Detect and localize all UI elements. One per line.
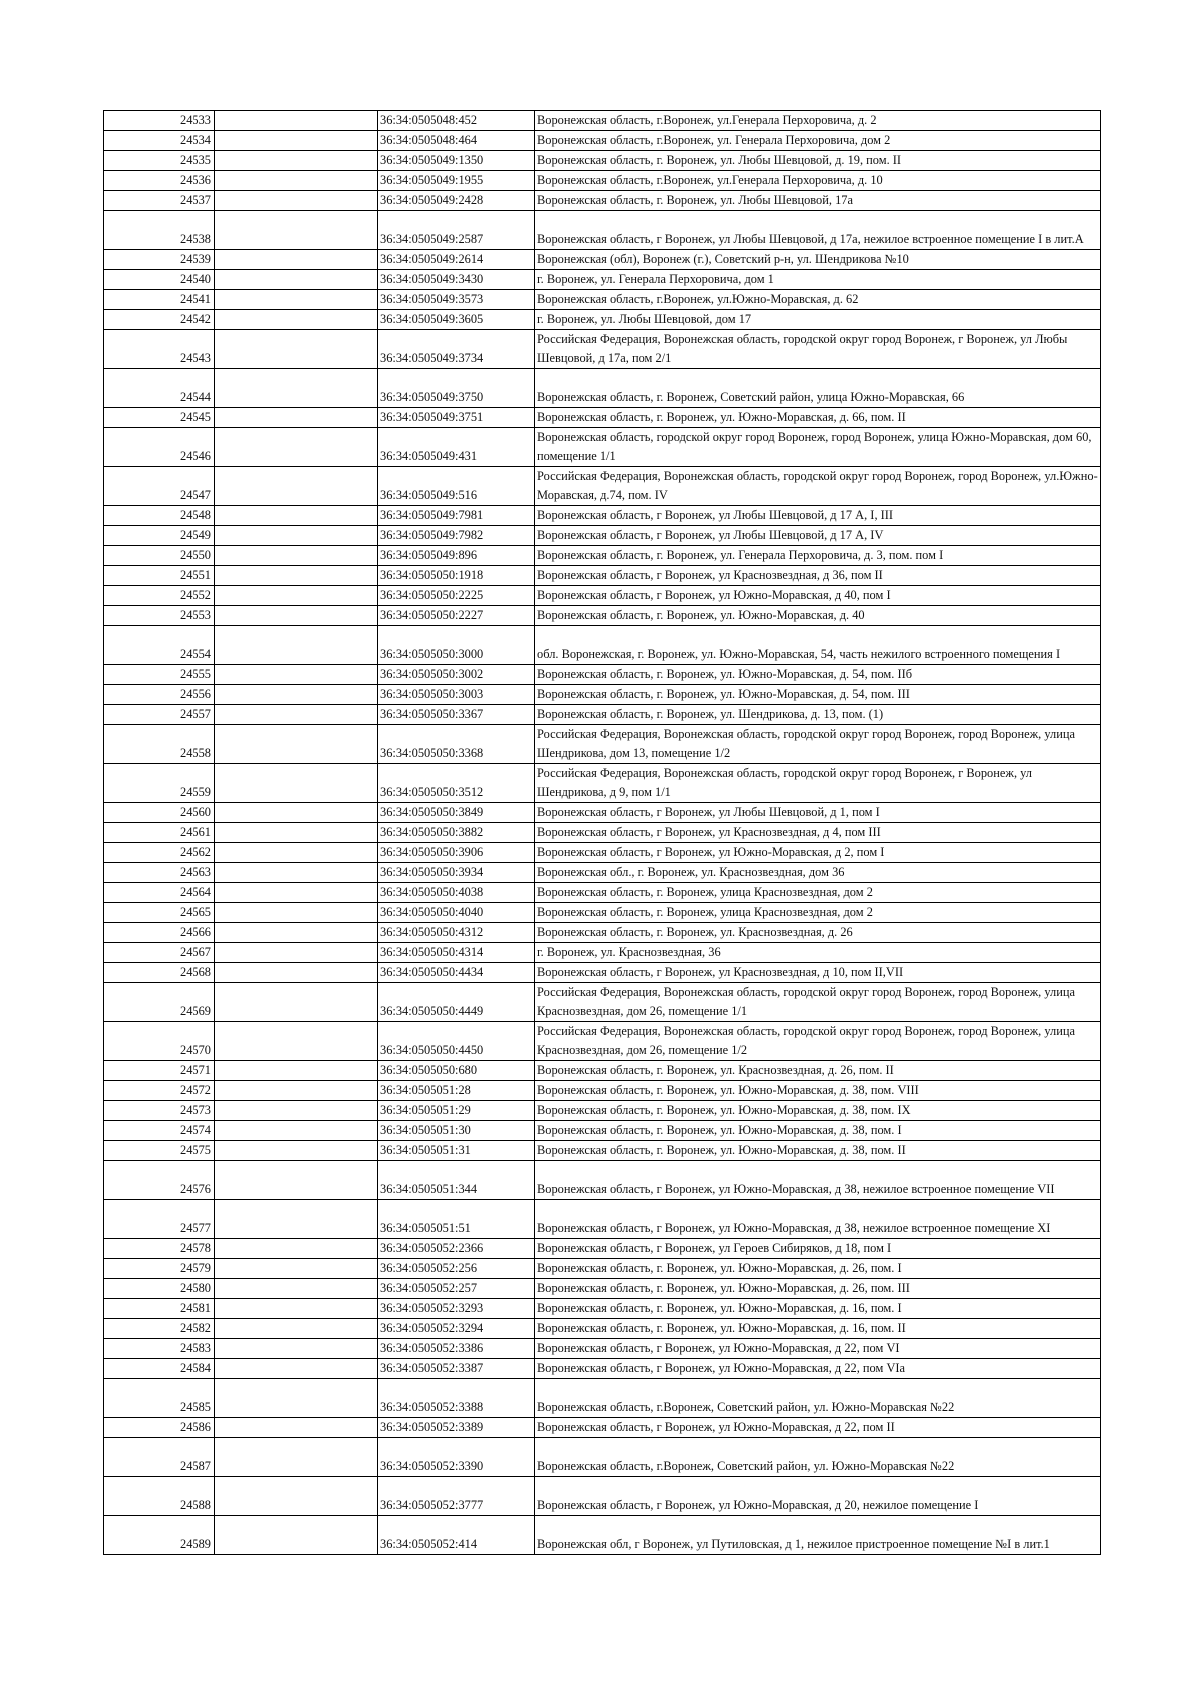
row-number-cell: 24579 xyxy=(104,1259,215,1279)
address-cell: Российская Федерация, Воронежская область, городской округ город Воронеж, город Воронеж, улица Шендрикова, дом 13, помещение 1/2 xyxy=(535,725,1101,764)
row-number-cell: 24560 xyxy=(104,803,215,823)
table-row xyxy=(104,546,1101,566)
address-cell: Воронежская область, г.Воронеж, Советский район, ул. Южно-Моравская №22 xyxy=(535,1438,1101,1477)
row-number-cell: 24566 xyxy=(104,923,215,943)
cadastral-number-cell: 36:34:0505049:2428 xyxy=(378,191,535,211)
address-cell: Воронежская область, г. Воронеж, ул. Любы Шевцовой, д. 19, пом. II xyxy=(535,151,1101,171)
cadastral-number-cell: 36:34:0505049:1350 xyxy=(378,151,535,171)
table-row xyxy=(104,963,1101,983)
row-number-cell: 24575 xyxy=(104,1141,215,1161)
cadastral-number-cell: 36:34:0505049:1955 xyxy=(378,171,535,191)
row-number-cell: 24571 xyxy=(104,1061,215,1081)
empty-cell xyxy=(215,705,378,725)
table-row xyxy=(104,1516,1101,1555)
table-row xyxy=(104,1279,1101,1299)
table-row xyxy=(104,369,1101,408)
empty-cell xyxy=(215,1121,378,1141)
empty-cell xyxy=(215,506,378,526)
row-number-cell: 24538 xyxy=(104,211,215,250)
empty-cell xyxy=(215,983,378,1022)
row-number-cell: 24574 xyxy=(104,1121,215,1141)
empty-cell xyxy=(215,963,378,983)
empty-cell xyxy=(215,290,378,310)
row-number-cell: 24572 xyxy=(104,1081,215,1101)
row-number-cell: 24543 xyxy=(104,330,215,369)
table-row xyxy=(104,151,1101,171)
table-row xyxy=(104,586,1101,606)
address-cell: Воронежская область, г.Воронеж, ул.Генерала Перхоровича, д. 10 xyxy=(535,171,1101,191)
table-row xyxy=(104,1379,1101,1418)
table-row xyxy=(104,1081,1101,1101)
row-number-cell: 24568 xyxy=(104,963,215,983)
table-row xyxy=(104,1101,1101,1121)
address-cell: Воронежская область, г. Воронеж, ул. Южно-Моравская, д. 54, пом. III xyxy=(535,685,1101,705)
cadastral-number-cell: 36:34:0505050:4314 xyxy=(378,943,535,963)
cadastral-number-cell: 36:34:0505050:4312 xyxy=(378,923,535,943)
table-row xyxy=(104,606,1101,626)
cadastral-number-cell: 36:34:0505052:3386 xyxy=(378,1339,535,1359)
table-row xyxy=(104,191,1101,211)
empty-cell xyxy=(215,943,378,963)
empty-cell xyxy=(215,1101,378,1121)
empty-cell xyxy=(215,1061,378,1081)
address-cell: Воронежская область, г.Воронеж, ул.Генерала Перхоровича, д. 2 xyxy=(535,111,1101,131)
table-row xyxy=(104,1438,1101,1477)
row-number-cell: 24559 xyxy=(104,764,215,803)
empty-cell xyxy=(215,606,378,626)
address-cell: Воронежская область, г. Воронеж, ул. Южно-Моравская, д. 54, пом. IIб xyxy=(535,665,1101,685)
table-row xyxy=(104,1022,1101,1061)
row-number-cell: 24583 xyxy=(104,1339,215,1359)
row-number-cell: 24537 xyxy=(104,191,215,211)
address-cell: Воронежская область, г Воронеж, ул Южно-Моравская, д 2, пом I xyxy=(535,843,1101,863)
address-cell: Воронежская область, г Воронеж, ул Южно-Моравская, д 22, пом II xyxy=(535,1418,1101,1438)
table-row xyxy=(104,903,1101,923)
row-number-cell: 24581 xyxy=(104,1299,215,1319)
row-number-cell: 24569 xyxy=(104,983,215,1022)
cadastral-number-cell: 36:34:0505049:516 xyxy=(378,467,535,506)
cadastral-number-cell: 36:34:0505049:3751 xyxy=(378,408,535,428)
empty-cell xyxy=(215,863,378,883)
empty-cell xyxy=(215,923,378,943)
empty-cell xyxy=(215,725,378,764)
empty-cell xyxy=(215,270,378,290)
table-row xyxy=(104,1418,1101,1438)
address-cell: Воронежская область, г Воронеж, ул Краснозвездная, д 10, пом II,VII xyxy=(535,963,1101,983)
empty-cell xyxy=(215,191,378,211)
empty-cell xyxy=(215,1279,378,1299)
table-row xyxy=(104,843,1101,863)
table-row xyxy=(104,823,1101,843)
empty-cell xyxy=(215,111,378,131)
address-cell: Воронежская область, г. Воронеж, ул. Краснозвездная, д. 26 xyxy=(535,923,1101,943)
address-cell: обл. Воронежская, г. Воронеж, ул. Южно-Моравская, 54, часть нежилого встроенного помещения I xyxy=(535,626,1101,665)
address-cell: Воронежская область, г. Воронеж, ул. Южно-Моравская, д. 66, пом. II xyxy=(535,408,1101,428)
row-number-cell: 24546 xyxy=(104,428,215,467)
table-row xyxy=(104,685,1101,705)
address-cell: г. Воронеж, ул. Любы Шевцовой, дом 17 xyxy=(535,310,1101,330)
row-number-cell: 24553 xyxy=(104,606,215,626)
address-cell: Воронежская область, г. Воронеж, ул. Южно-Моравская, д. 38, пом. VIII xyxy=(535,1081,1101,1101)
cadastral-number-cell: 36:34:0505049:431 xyxy=(378,428,535,467)
table-row xyxy=(104,665,1101,685)
address-cell: Воронежская область, г. Воронеж, ул. Южно-Моравская, д. 16, пом. I xyxy=(535,1299,1101,1319)
row-number-cell: 24584 xyxy=(104,1359,215,1379)
empty-cell xyxy=(215,1339,378,1359)
address-cell: Воронежская (обл), Воронеж (г.), Советский р-н, ул. Шендрикова №10 xyxy=(535,250,1101,270)
cadastral-number-cell: 36:34:0505049:2614 xyxy=(378,250,535,270)
cadastral-number-cell: 36:34:0505049:3430 xyxy=(378,270,535,290)
empty-cell xyxy=(215,685,378,705)
cadastral-number-cell: 36:34:0505052:3777 xyxy=(378,1477,535,1516)
cadastral-number-cell: 36:34:0505050:1918 xyxy=(378,566,535,586)
empty-cell xyxy=(215,903,378,923)
cadastral-number-cell: 36:34:0505050:4449 xyxy=(378,983,535,1022)
address-cell: Воронежская область, г. Воронеж, ул. Южно-Моравская, д. 38, пом. I xyxy=(535,1121,1101,1141)
cadastral-number-cell: 36:34:0505052:3388 xyxy=(378,1379,535,1418)
cadastral-number-cell: 36:34:0505052:2366 xyxy=(378,1239,535,1259)
address-cell: Воронежская область, г. Воронеж, ул. Южно-Моравская, д. 38, пом. II xyxy=(535,1141,1101,1161)
table-row xyxy=(104,1141,1101,1161)
row-number-cell: 24542 xyxy=(104,310,215,330)
cadastral-number-cell: 36:34:0505051:30 xyxy=(378,1121,535,1141)
empty-cell xyxy=(215,1299,378,1319)
row-number-cell: 24545 xyxy=(104,408,215,428)
cadastral-number-cell: 36:34:0505051:29 xyxy=(378,1101,535,1121)
table-row xyxy=(104,467,1101,506)
empty-cell xyxy=(215,467,378,506)
row-number-cell: 24533 xyxy=(104,111,215,131)
cadastral-number-cell: 36:34:0505050:3000 xyxy=(378,626,535,665)
address-cell: Воронежская область, г Воронеж, ул Краснозвездная, д 4, пом III xyxy=(535,823,1101,843)
empty-cell xyxy=(215,1141,378,1161)
cadastral-table xyxy=(103,110,1101,1555)
row-number-cell: 24548 xyxy=(104,506,215,526)
table-row xyxy=(104,1299,1101,1319)
table-row xyxy=(104,111,1101,131)
row-number-cell: 24536 xyxy=(104,171,215,191)
empty-cell xyxy=(215,1438,378,1477)
address-cell: Воронежская область, г Воронеж, ул Южно-Моравская, д 20, нежилое помещение I xyxy=(535,1477,1101,1516)
row-number-cell: 24586 xyxy=(104,1418,215,1438)
address-cell: Воронежская область, г Воронеж, ул Любы Шевцовой, д 1, пом I xyxy=(535,803,1101,823)
address-cell: Воронежская область, г. Воронеж, ул. Южно-Моравская, д. 16, пом. II xyxy=(535,1319,1101,1339)
table-row xyxy=(104,290,1101,310)
cadastral-number-cell: 36:34:0505052:3293 xyxy=(378,1299,535,1319)
cadastral-number-cell: 36:34:0505051:31 xyxy=(378,1141,535,1161)
cadastral-number-cell: 36:34:0505050:3882 xyxy=(378,823,535,843)
cadastral-number-cell: 36:34:0505050:3003 xyxy=(378,685,535,705)
empty-cell xyxy=(215,171,378,191)
row-number-cell: 24578 xyxy=(104,1239,215,1259)
empty-cell xyxy=(215,883,378,903)
row-number-cell: 24541 xyxy=(104,290,215,310)
table-row xyxy=(104,1339,1101,1359)
address-cell: Воронежская область, г. Воронеж, улица Краснозвездная, дом 2 xyxy=(535,903,1101,923)
address-cell: Воронежская область, г Воронеж, ул Краснозвездная, д 36, пом II xyxy=(535,566,1101,586)
cadastral-number-cell: 36:34:0505050:3002 xyxy=(378,665,535,685)
empty-cell xyxy=(215,1022,378,1061)
cadastral-number-cell: 36:34:0505052:3390 xyxy=(378,1438,535,1477)
table-body xyxy=(104,111,1101,1555)
empty-cell xyxy=(215,1239,378,1259)
empty-cell xyxy=(215,428,378,467)
row-number-cell: 24540 xyxy=(104,270,215,290)
empty-cell xyxy=(215,1161,378,1200)
table-row xyxy=(104,211,1101,250)
empty-cell xyxy=(215,843,378,863)
empty-cell xyxy=(215,1418,378,1438)
empty-cell xyxy=(215,1259,378,1279)
empty-cell xyxy=(215,803,378,823)
row-number-cell: 24580 xyxy=(104,1279,215,1299)
empty-cell xyxy=(215,151,378,171)
address-cell: Воронежская область, г. Воронеж, ул. Южно-Моравская, д. 40 xyxy=(535,606,1101,626)
address-cell: Воронежская область, г Воронеж, ул Любы Шевцовой, д 17 А, IV xyxy=(535,526,1101,546)
table-row xyxy=(104,566,1101,586)
table-row xyxy=(104,764,1101,803)
address-cell: Воронежская область, г. Воронеж, улица Краснозвездная, дом 2 xyxy=(535,883,1101,903)
table-row xyxy=(104,1200,1101,1239)
table-row xyxy=(104,526,1101,546)
address-cell: Российская Федерация, Воронежская область, городской округ город Воронеж, город Воронеж, ул.Южно-Моравская, д.74, пом. IV xyxy=(535,467,1101,506)
table-row xyxy=(104,1239,1101,1259)
cadastral-number-cell: 36:34:0505050:3934 xyxy=(378,863,535,883)
cadastral-number-cell: 36:34:0505049:2587 xyxy=(378,211,535,250)
empty-cell xyxy=(215,250,378,270)
empty-cell xyxy=(215,665,378,685)
cadastral-number-cell: 36:34:0505050:2225 xyxy=(378,586,535,606)
cadastral-number-cell: 36:34:0505050:3849 xyxy=(378,803,535,823)
address-cell: Воронежская область, г. Воронеж, ул. Южно-Моравская, д. 26, пом. III xyxy=(535,1279,1101,1299)
row-number-cell: 24582 xyxy=(104,1319,215,1339)
cadastral-number-cell: 36:34:0505050:4450 xyxy=(378,1022,535,1061)
row-number-cell: 24576 xyxy=(104,1161,215,1200)
address-cell: Российская Федерация, Воронежская область, городской округ город Воронеж, г Воронеж, ул Шендрикова, д 9, пом 1/1 xyxy=(535,764,1101,803)
row-number-cell: 24567 xyxy=(104,943,215,963)
address-cell: Воронежская область, г Воронеж, ул Южно-Моравская, д 38, нежилое встроенное помещение VII xyxy=(535,1161,1101,1200)
table-row xyxy=(104,428,1101,467)
cadastral-number-cell: 36:34:0505051:28 xyxy=(378,1081,535,1101)
address-cell: Российская Федерация, Воронежская область, городской округ город Воронеж, город Воронеж, улица Краснозвездная, дом 26, помещение 1/1 xyxy=(535,983,1101,1022)
row-number-cell: 24588 xyxy=(104,1477,215,1516)
table-row xyxy=(104,310,1101,330)
row-number-cell: 24577 xyxy=(104,1200,215,1239)
empty-cell xyxy=(215,1516,378,1555)
cadastral-number-cell: 36:34:0505050:4434 xyxy=(378,963,535,983)
cadastral-number-cell: 36:34:0505051:344 xyxy=(378,1161,535,1200)
address-cell: Воронежская обл., г. Воронеж, ул. Краснозвездная, дом 36 xyxy=(535,863,1101,883)
row-number-cell: 24587 xyxy=(104,1438,215,1477)
empty-cell xyxy=(215,211,378,250)
empty-cell xyxy=(215,526,378,546)
row-number-cell: 24554 xyxy=(104,626,215,665)
empty-cell xyxy=(215,823,378,843)
table-row xyxy=(104,1477,1101,1516)
address-cell: Воронежская область, г Воронеж, ул Героев Сибиряков, д 18, пом I xyxy=(535,1239,1101,1259)
address-cell: Воронежская область, г. Воронеж, ул. Шендрикова, д. 13, пом. (1) xyxy=(535,705,1101,725)
table-row xyxy=(104,506,1101,526)
address-cell: Воронежская область, г Воронеж, ул Южно-Моравская, д 22, пом VIа xyxy=(535,1359,1101,1379)
address-cell: Российская Федерация, Воронежская область, городской округ город Воронеж, г Воронеж, ул Любы Шевцовой, д 17а, пом 2/1 xyxy=(535,330,1101,369)
table-row xyxy=(104,626,1101,665)
table-row xyxy=(104,725,1101,764)
table-row xyxy=(104,250,1101,270)
row-number-cell: 24562 xyxy=(104,843,215,863)
cadastral-number-cell: 36:34:0505052:414 xyxy=(378,1516,535,1555)
row-number-cell: 24585 xyxy=(104,1379,215,1418)
table-row xyxy=(104,131,1101,151)
table-row xyxy=(104,1259,1101,1279)
row-number-cell: 24535 xyxy=(104,151,215,171)
empty-cell xyxy=(215,546,378,566)
empty-cell xyxy=(215,1379,378,1418)
table-row xyxy=(104,943,1101,963)
table-row xyxy=(104,923,1101,943)
empty-cell xyxy=(215,626,378,665)
empty-cell xyxy=(215,1200,378,1239)
cadastral-number-cell: 36:34:0505052:256 xyxy=(378,1259,535,1279)
address-cell: г. Воронеж, ул. Краснозвездная, 36 xyxy=(535,943,1101,963)
empty-cell xyxy=(215,310,378,330)
cadastral-number-cell: 36:34:0505050:3368 xyxy=(378,725,535,764)
empty-cell xyxy=(215,408,378,428)
row-number-cell: 24551 xyxy=(104,566,215,586)
row-number-cell: 24550 xyxy=(104,546,215,566)
address-cell: Российская Федерация, Воронежская область, городской округ город Воронеж, город Воронеж, улица Краснозвездная, дом 26, помещение 1/2 xyxy=(535,1022,1101,1061)
address-cell: Воронежская обл, г Воронеж, ул Путиловская, д 1, нежилое пристроенное помещение №I в лит.1 xyxy=(535,1516,1101,1555)
address-cell: Воронежская область, г. Воронеж, ул. Краснозвездная, д. 26, пом. II xyxy=(535,1061,1101,1081)
row-number-cell: 24573 xyxy=(104,1101,215,1121)
cadastral-number-cell: 36:34:0505049:3605 xyxy=(378,310,535,330)
cadastral-number-cell: 36:34:0505049:3573 xyxy=(378,290,535,310)
cadastral-number-cell: 36:34:0505050:2227 xyxy=(378,606,535,626)
address-cell: Воронежская область, г. Воронеж, ул. Южно-Моравская, д. 26, пом. I xyxy=(535,1259,1101,1279)
empty-cell xyxy=(215,330,378,369)
table-row xyxy=(104,330,1101,369)
empty-cell xyxy=(215,764,378,803)
cadastral-number-cell: 36:34:0505050:680 xyxy=(378,1061,535,1081)
row-number-cell: 24570 xyxy=(104,1022,215,1061)
cadastral-number-cell: 36:34:0505048:452 xyxy=(378,111,535,131)
empty-cell xyxy=(215,1081,378,1101)
row-number-cell: 24564 xyxy=(104,883,215,903)
empty-cell xyxy=(215,1359,378,1379)
row-number-cell: 24558 xyxy=(104,725,215,764)
address-cell: г. Воронеж, ул. Генерала Перхоровича, дом 1 xyxy=(535,270,1101,290)
cadastral-number-cell: 36:34:0505050:3906 xyxy=(378,843,535,863)
address-cell: Воронежская область, г Воронеж, ул Южно-Моравская, д 38, нежилое встроенное помещение XI xyxy=(535,1200,1101,1239)
empty-cell xyxy=(215,1477,378,1516)
row-number-cell: 24556 xyxy=(104,685,215,705)
table-row xyxy=(104,983,1101,1022)
address-cell: Воронежская область, г. Воронеж, Советский район, улица Южно-Моравская, 66 xyxy=(535,369,1101,408)
address-cell: Воронежская область, г.Воронеж, Советский район, ул. Южно-Моравская №22 xyxy=(535,1379,1101,1418)
cadastral-number-cell: 36:34:0505049:896 xyxy=(378,546,535,566)
table-row xyxy=(104,408,1101,428)
row-number-cell: 24557 xyxy=(104,705,215,725)
address-cell: Воронежская область, г.Воронеж, ул.Южно-Моравская, д. 62 xyxy=(535,290,1101,310)
table-row xyxy=(104,863,1101,883)
row-number-cell: 24544 xyxy=(104,369,215,408)
table-row xyxy=(104,1121,1101,1141)
address-cell: Воронежская область, г Воронеж, ул Южно-Моравская, д 22, пом VI xyxy=(535,1339,1101,1359)
address-cell: Воронежская область, г.Воронеж, ул. Генерала Перхоровича, дом 2 xyxy=(535,131,1101,151)
cadastral-number-cell: 36:34:0505050:4040 xyxy=(378,903,535,923)
row-number-cell: 24565 xyxy=(104,903,215,923)
row-number-cell: 24547 xyxy=(104,467,215,506)
cadastral-number-cell: 36:34:0505052:3389 xyxy=(378,1418,535,1438)
cadastral-number-cell: 36:34:0505052:3387 xyxy=(378,1359,535,1379)
table-row xyxy=(104,1319,1101,1339)
row-number-cell: 24549 xyxy=(104,526,215,546)
row-number-cell: 24534 xyxy=(104,131,215,151)
address-cell: Воронежская область, г Воронеж, ул Южно-Моравская, д 40, пом I xyxy=(535,586,1101,606)
address-cell: Воронежская область, г Воронеж, ул Любы Шевцовой, д 17 А, I, III xyxy=(535,506,1101,526)
cadastral-number-cell: 36:34:0505049:3750 xyxy=(378,369,535,408)
cadastral-number-cell: 36:34:0505052:257 xyxy=(378,1279,535,1299)
empty-cell xyxy=(215,131,378,151)
address-cell: Воронежская область, г. Воронеж, ул. Любы Шевцовой, 17а xyxy=(535,191,1101,211)
cadastral-number-cell: 36:34:0505049:7981 xyxy=(378,506,535,526)
cadastral-number-cell: 36:34:0505050:4038 xyxy=(378,883,535,903)
address-cell: Воронежская область, г. Воронеж, ул. Генерала Перхоровича, д. 3, пом. пом I xyxy=(535,546,1101,566)
row-number-cell: 24552 xyxy=(104,586,215,606)
cadastral-number-cell: 36:34:0505050:3367 xyxy=(378,705,535,725)
table-row xyxy=(104,705,1101,725)
table-row xyxy=(104,803,1101,823)
address-cell: Воронежская область, г Воронеж, ул Любы Шевцовой, д 17а, нежилое встроенное помещение I в лит.А xyxy=(535,211,1101,250)
table-row xyxy=(104,1359,1101,1379)
empty-cell xyxy=(215,1319,378,1339)
empty-cell xyxy=(215,369,378,408)
row-number-cell: 24589 xyxy=(104,1516,215,1555)
empty-cell xyxy=(215,586,378,606)
cadastral-number-cell: 36:34:0505050:3512 xyxy=(378,764,535,803)
cadastral-number-cell: 36:34:0505049:7982 xyxy=(378,526,535,546)
cadastral-number-cell: 36:34:0505052:3294 xyxy=(378,1319,535,1339)
empty-cell xyxy=(215,566,378,586)
cadastral-number-cell: 36:34:0505048:464 xyxy=(378,131,535,151)
table-row xyxy=(104,883,1101,903)
table-row xyxy=(104,171,1101,191)
table-row xyxy=(104,1061,1101,1081)
cadastral-number-cell: 36:34:0505051:51 xyxy=(378,1200,535,1239)
row-number-cell: 24539 xyxy=(104,250,215,270)
address-cell: Воронежская область, г. Воронеж, ул. Южно-Моравская, д. 38, пом. IX xyxy=(535,1101,1101,1121)
table-row xyxy=(104,270,1101,290)
address-cell: Воронежская область, городской округ город Воронеж, город Воронеж, улица Южно-Моравская, дом 60, помещение 1/1 xyxy=(535,428,1101,467)
cadastral-number-cell: 36:34:0505049:3734 xyxy=(378,330,535,369)
row-number-cell: 24563 xyxy=(104,863,215,883)
row-number-cell: 24555 xyxy=(104,665,215,685)
row-number-cell: 24561 xyxy=(104,823,215,843)
table-row xyxy=(104,1161,1101,1200)
